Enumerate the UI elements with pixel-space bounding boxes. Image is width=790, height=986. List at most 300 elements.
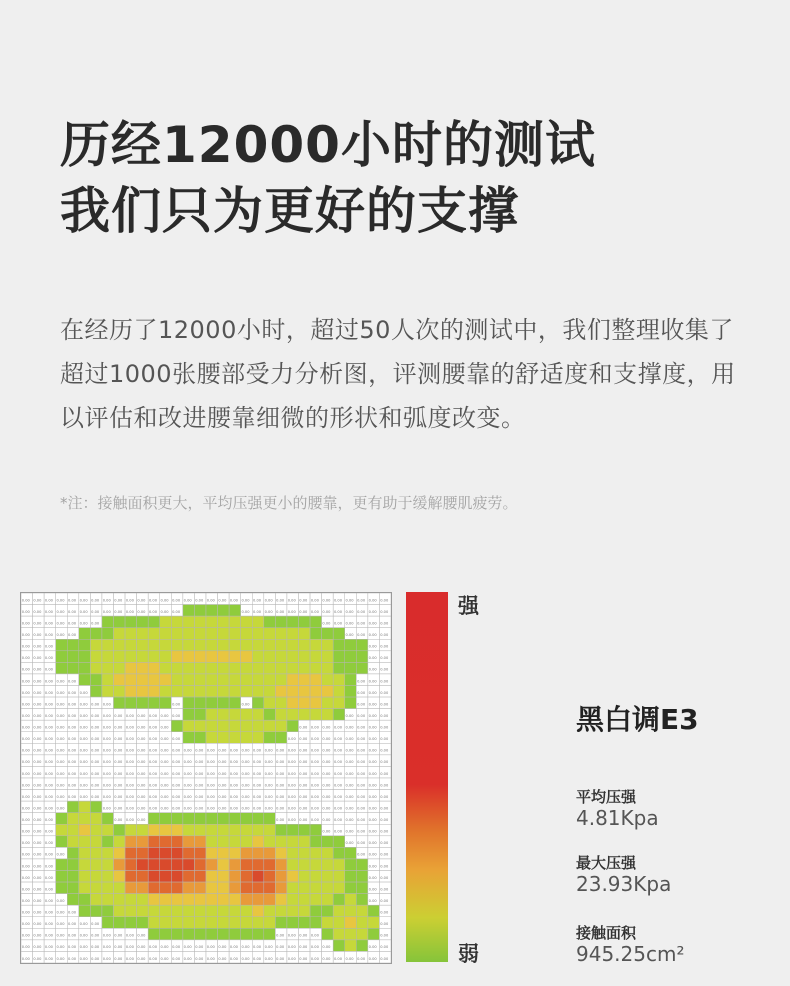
heatmap-cell-value: 0.00	[125, 783, 134, 788]
heatmap-cell	[333, 662, 345, 674]
heatmap-cell	[264, 674, 276, 686]
heatmap-cell-value: 0.00	[287, 783, 296, 788]
heatmap-cell	[148, 674, 160, 686]
heatmap-cell-value: 0.00	[287, 818, 296, 823]
heatmap-cell-value: 0.00	[357, 621, 366, 626]
heatmap-cell	[241, 824, 253, 836]
heatmap-cell-value: 0.00	[21, 609, 30, 614]
heatmap-cell-value: 0.00	[264, 783, 273, 788]
heatmap-cell-value: 0.00	[56, 621, 65, 626]
heatmap-cell	[194, 662, 206, 674]
heatmap-cell-value: 0.00	[333, 956, 343, 961]
heatmap-cell-value: 0.00	[206, 806, 215, 811]
heatmap-cell-value: 0.00	[21, 702, 30, 707]
heatmap-cell	[264, 859, 276, 871]
heatmap-cell-value: 0.00	[91, 783, 100, 788]
heatmap-cell-value: 0.00	[345, 621, 354, 626]
heatmap-cell-value: 0.00	[241, 748, 250, 753]
heatmap-cell	[137, 662, 149, 674]
heatmap-cell	[310, 917, 322, 929]
heatmap-cell	[299, 662, 311, 674]
heatmap-cell	[79, 801, 91, 813]
heatmap-cell	[275, 616, 287, 628]
heatmap-cell	[241, 732, 253, 744]
heatmap-cell	[206, 674, 218, 686]
heatmap-cell-value: 0.00	[380, 818, 389, 823]
heatmap-cell-value: 0.00	[172, 737, 181, 742]
heatmap-cell-value: 0.00	[172, 598, 181, 603]
heatmap-cell-value: 0.00	[322, 748, 331, 753]
heatmap-cell-value: 0.00	[357, 725, 366, 730]
heatmap-cell-value: 0.00	[380, 667, 389, 672]
heatmap-cell	[206, 824, 218, 836]
heatmap-cell	[79, 813, 91, 825]
heatmap-cell	[345, 847, 357, 859]
heatmap-cell-value: 0.00	[380, 737, 389, 742]
heatmap-cell-value: 0.00	[253, 609, 262, 614]
heatmap-cell	[125, 674, 137, 686]
heatmap-cell	[206, 836, 218, 848]
heatmap-cell	[345, 686, 357, 698]
pressure-heatmap-grid	[21, 593, 391, 963]
heatmap-cell-value: 0.00	[345, 818, 354, 823]
heatmap-cell	[241, 709, 253, 721]
heatmap-cell-value: 0.00	[380, 609, 389, 614]
heatmap-cell-value: 0.00	[79, 760, 88, 765]
heatmap-cell	[368, 928, 380, 940]
heatmap-cell-value: 0.00	[241, 956, 250, 961]
heatmap-cell	[333, 917, 345, 929]
heatmap-cell-value: 0.00	[322, 760, 331, 765]
heatmap-cell	[160, 616, 172, 628]
heatmap-cell	[206, 720, 218, 732]
heatmap-cell-value: 0.00	[183, 748, 192, 753]
heatmap-cell-value: 0.00	[68, 748, 77, 753]
heatmap-cell	[102, 639, 114, 651]
heatmap-cell	[345, 639, 357, 651]
heatmap-cell-value: 0.00	[68, 702, 77, 707]
heatmap-cell	[299, 709, 311, 721]
heatmap-cell	[241, 639, 253, 651]
scale-high-label: 强	[458, 594, 479, 618]
heatmap-cell-value: 0.00	[368, 818, 377, 823]
heatmap-cell	[275, 674, 287, 686]
heatmap-cell	[79, 836, 91, 848]
heatmap-cell-value: 0.00	[276, 783, 285, 788]
heatmap-cell-value: 0.00	[91, 713, 100, 718]
heatmap-cell	[322, 674, 334, 686]
heatmap-cell	[218, 686, 230, 698]
heatmap-cell	[299, 651, 311, 663]
heatmap-cell-value: 0.00	[206, 945, 215, 950]
heatmap-cell	[241, 651, 253, 663]
heatmap-cell-value: 0.00	[380, 945, 389, 950]
heatmap-cell	[310, 697, 322, 709]
heatmap-cell	[229, 824, 241, 836]
heatmap-cell-value: 0.00	[148, 748, 158, 753]
heatmap-cell-value: 0.00	[21, 633, 30, 638]
heatmap-cell	[345, 859, 357, 871]
heatmap-cell-value: 0.00	[33, 621, 42, 626]
heatmap-cell	[275, 662, 287, 674]
heatmap-cell-value: 0.00	[299, 609, 308, 614]
heatmap-cell	[194, 894, 206, 906]
heatmap-cell-value: 0.00	[33, 760, 42, 765]
heatmap-cell	[171, 651, 183, 663]
heatmap-cell-value: 0.00	[380, 887, 389, 892]
heatmap-cell-value: 0.00	[345, 760, 354, 765]
heatmap-cell-value: 0.00	[68, 956, 77, 961]
heatmap-cell-value: 0.00	[102, 725, 111, 730]
heatmap-cell-value: 0.00	[44, 956, 53, 961]
heatmap-cell	[90, 801, 102, 813]
heatmap-cell	[264, 824, 276, 836]
heatmap-cell-value: 0.00	[241, 598, 250, 603]
heatmap-cell	[287, 628, 299, 640]
heatmap-cell-value: 0.00	[380, 910, 389, 915]
heatmap-cell-value: 0.00	[33, 690, 42, 695]
heatmap-cell-value: 0.00	[310, 771, 319, 776]
heatmap-cell	[299, 697, 311, 709]
heatmap-cell	[345, 894, 357, 906]
heatmap-cell-value: 0.00	[44, 598, 53, 603]
heatmap-cell-value: 0.00	[33, 875, 42, 880]
heatmap-cell	[333, 882, 345, 894]
heatmap-cell-value: 0.00	[125, 609, 134, 614]
heatmap-cell	[333, 686, 345, 698]
heatmap-cell-value: 0.00	[68, 783, 77, 788]
heatmap-cell	[183, 871, 195, 883]
heatmap-cell	[206, 894, 218, 906]
heatmap-cell-value: 0.00	[299, 818, 308, 823]
heatmap-cell-value: 0.00	[357, 713, 366, 718]
heatmap-cell-value: 0.00	[357, 783, 366, 788]
heatmap-cell	[160, 686, 172, 698]
heatmap-cell	[345, 697, 357, 709]
heatmap-cell	[125, 651, 137, 663]
heatmap-cell	[356, 662, 368, 674]
heatmap-cell	[206, 732, 218, 744]
heatmap-cell-value: 0.00	[44, 702, 53, 707]
heatmap-cell-value: 0.00	[310, 794, 319, 799]
heatmap-cell-value: 0.00	[195, 598, 204, 603]
heatmap-cell-value: 0.00	[137, 806, 146, 811]
heatmap-cell	[137, 905, 149, 917]
heatmap-cell-value: 0.00	[276, 794, 285, 799]
heatmap-cell	[194, 720, 206, 732]
heatmap-cell-value: 0.00	[276, 609, 285, 614]
heatmap-cell	[356, 905, 368, 917]
heatmap-cell-value: 0.00	[33, 852, 42, 857]
heatmap-cell-value: 0.00	[368, 887, 377, 892]
heatmap-cell	[148, 824, 160, 836]
heatmap-cell	[264, 720, 276, 732]
heatmap-cell-value: 0.00	[33, 806, 42, 811]
heatmap-cell-value: 0.00	[56, 679, 65, 684]
heatmap-cell-value: 0.00	[21, 829, 30, 834]
heatmap-cell-value: 0.00	[264, 945, 273, 950]
heatmap-cell	[148, 928, 160, 940]
heatmap-cell	[241, 720, 253, 732]
heatmap-cell	[206, 928, 218, 940]
heatmap-cell	[310, 616, 322, 628]
heatmap-cell-value: 0.00	[56, 760, 65, 765]
heatmap-cell	[299, 674, 311, 686]
heatmap-cell-value: 0.00	[102, 771, 111, 776]
heatmap-cell-value: 0.00	[21, 852, 30, 857]
heatmap-cell	[160, 651, 172, 663]
heatmap-cell-value: 0.00	[44, 910, 53, 915]
heatmap-cell	[125, 686, 137, 698]
heatmap-cell-value: 0.00	[253, 748, 262, 753]
heatmap-cell	[252, 616, 264, 628]
heatmap-cell-value: 0.00	[56, 898, 65, 903]
heatmap-cell-value: 0.00	[333, 598, 343, 603]
heatmap-cell-value: 0.00	[322, 818, 331, 823]
heatmap-cell	[102, 847, 114, 859]
heatmap-cell-value: 0.00	[380, 702, 389, 707]
heatmap-cell	[264, 686, 276, 698]
heatmap-cell	[102, 628, 114, 640]
heatmap-cell	[322, 836, 334, 848]
heatmap-cell-value: 0.00	[229, 748, 238, 753]
heatmap-cell	[287, 720, 299, 732]
heatmap-cell	[171, 928, 183, 940]
heatmap-cell	[194, 917, 206, 929]
heatmap-cell	[160, 847, 172, 859]
heatmap-cell-value: 0.00	[33, 956, 42, 961]
heatmap-cell	[241, 616, 253, 628]
heatmap-cell	[264, 709, 276, 721]
heatmap-cell-value: 0.00	[345, 748, 354, 753]
heatmap-cell	[229, 882, 241, 894]
heatmap-cell	[299, 882, 311, 894]
heatmap-cell-value: 0.00	[160, 737, 169, 742]
heatmap-cell	[333, 697, 345, 709]
heatmap-cell	[56, 639, 68, 651]
heatmap-cell	[137, 894, 149, 906]
heatmap-cell-value: 0.00	[368, 875, 377, 880]
heatmap-cell-value: 0.00	[345, 713, 354, 718]
heatmap-cell-value: 0.00	[21, 621, 30, 626]
heatmap-cell	[194, 709, 206, 721]
heatmap-cell-value: 0.00	[322, 945, 331, 950]
heatmap-cell	[114, 616, 126, 628]
heatmap-cell-value: 0.00	[299, 956, 308, 961]
heatmap-cell-value: 0.00	[56, 910, 65, 915]
heatmap-cell	[102, 651, 114, 663]
heatmap-cell	[194, 651, 206, 663]
heatmap-cell	[183, 859, 195, 871]
heatmap-cell-value: 0.00	[287, 609, 296, 614]
heatmap-cell-value: 0.00	[380, 760, 389, 765]
heatmap-cell-value: 0.00	[333, 621, 343, 626]
heatmap-cell-value: 0.00	[21, 656, 30, 661]
heatmap-cell-value: 0.00	[380, 656, 389, 661]
heatmap-cell-value: 0.00	[241, 609, 250, 614]
heatmap-cell-value: 0.00	[56, 852, 65, 857]
heatmap-cell-value: 0.00	[21, 806, 30, 811]
heatmap-cell-value: 0.00	[357, 737, 366, 742]
heatmap-cell-value: 0.00	[253, 771, 262, 776]
heatmap-cell-value: 0.00	[91, 748, 100, 753]
heatmap-cell	[114, 639, 126, 651]
heatmap-cell-value: 0.00	[79, 922, 88, 927]
heatmap-cell-value: 0.00	[102, 598, 111, 603]
heatmap-cell	[252, 720, 264, 732]
heatmap-cell-value: 0.00	[91, 945, 100, 950]
heatmap-cell	[218, 616, 230, 628]
heatmap-cell	[171, 847, 183, 859]
heatmap-cell-value: 0.00	[114, 956, 123, 961]
heatmap-cell	[67, 836, 79, 848]
heatmap-cell	[310, 882, 322, 894]
heatmap-cell	[183, 662, 195, 674]
heatmap-cell	[310, 905, 322, 917]
heatmap-cell	[333, 940, 345, 952]
heatmap-cell	[194, 605, 206, 617]
heatmap-cell	[310, 847, 322, 859]
heatmap-cell	[194, 686, 206, 698]
heatmap-cell	[252, 824, 264, 836]
heatmap-cell-value: 0.00	[195, 945, 204, 950]
heatmap-cell-value: 0.00	[368, 852, 377, 857]
heatmap-cell-value: 0.00	[160, 806, 169, 811]
heatmap-cell	[218, 639, 230, 651]
heatmap-cell	[310, 859, 322, 871]
heatmap-cell-value: 0.00	[44, 887, 53, 892]
heatmap-cell-value: 0.00	[44, 609, 53, 614]
heatmap-cell	[160, 894, 172, 906]
heatmap-cell-value: 0.00	[322, 621, 331, 626]
heatmap-cell-value: 0.00	[56, 609, 65, 614]
heatmap-cell-value: 0.00	[148, 725, 158, 730]
heatmap-cell-value: 0.00	[368, 794, 377, 799]
heatmap-cell-value: 0.00	[264, 806, 273, 811]
heatmap-cell	[56, 871, 68, 883]
heatmap-cell-value: 0.00	[345, 829, 354, 834]
heatmap-cell-value: 0.00	[287, 748, 296, 753]
heatmap-cell	[345, 917, 357, 929]
heatmap-cell-value: 0.00	[137, 794, 146, 799]
heatmap-cell-value: 0.00	[21, 713, 30, 718]
heatmap-cell	[264, 697, 276, 709]
heatmap-cell-value: 0.00	[368, 771, 377, 776]
heatmap-cell-value: 0.00	[183, 956, 192, 961]
heatmap-cell-value: 0.00	[380, 679, 389, 684]
heatmap-cell-value: 0.00	[160, 945, 169, 950]
heatmap-cell	[287, 639, 299, 651]
heatmap-cell-value: 0.00	[33, 656, 42, 661]
heatmap-cell	[356, 894, 368, 906]
heatmap-cell	[356, 639, 368, 651]
heatmap-cell-value: 0.00	[33, 945, 42, 950]
heatmap-cell-value: 0.00	[102, 945, 111, 950]
heatmap-cell-value: 0.00	[68, 609, 77, 614]
heatmap-cell	[356, 871, 368, 883]
heatmap-cell-value: 0.00	[322, 737, 331, 742]
heatmap-cell	[90, 882, 102, 894]
heatmap-cell-value: 0.00	[322, 956, 331, 961]
heatmap-cell-value: 0.00	[345, 725, 354, 730]
heatmap-cell-value: 0.00	[345, 737, 354, 742]
heatmap-cell	[67, 859, 79, 871]
heatmap-cell	[252, 732, 264, 744]
heatmap-cell	[183, 605, 195, 617]
heatmap-cell-value: 0.00	[287, 794, 296, 799]
heatmap-cell	[275, 882, 287, 894]
heatmap-cell-value: 0.00	[33, 841, 42, 846]
heatmap-cell-value: 0.00	[357, 806, 366, 811]
heatmap-cell	[194, 882, 206, 894]
heatmap-cell	[345, 651, 357, 663]
heatmap-cell	[287, 824, 299, 836]
heatmap-cell-value: 0.00	[195, 771, 204, 776]
max-pressure-label: 最大压强	[576, 854, 637, 872]
heatmap-cell-value: 0.00	[44, 852, 53, 857]
heatmap-cell	[229, 639, 241, 651]
heatmap-cell-value: 0.00	[345, 806, 354, 811]
heatmap-cell	[252, 928, 264, 940]
heatmap-cell	[183, 836, 195, 848]
heatmap-cell	[171, 836, 183, 848]
heatmap-cell	[183, 709, 195, 721]
heatmap-cell	[322, 905, 334, 917]
heatmap-cell	[194, 824, 206, 836]
heatmap-cell-value: 0.00	[33, 598, 42, 603]
heatmap-cell-value: 0.00	[148, 956, 158, 961]
heatmap-cell	[299, 871, 311, 883]
heatmap-cell-value: 0.00	[91, 609, 100, 614]
heatmap-cell-value: 0.00	[299, 725, 308, 730]
heatmap-cell-value: 0.00	[380, 956, 389, 961]
heatmap-cell-value: 0.00	[44, 679, 53, 684]
heatmap-cell	[287, 859, 299, 871]
heatmap-cell	[148, 836, 160, 848]
heatmap-cell-value: 0.00	[21, 667, 30, 672]
heatmap-cell-value: 0.00	[56, 945, 65, 950]
heatmap-cell-value: 0.00	[125, 806, 134, 811]
heatmap-cell-value: 0.00	[287, 956, 296, 961]
heatmap-cell	[333, 859, 345, 871]
heatmap-cell-value: 0.00	[322, 725, 331, 730]
heatmap-cell	[322, 628, 334, 640]
heatmap-cell	[218, 882, 230, 894]
heatmap-cell-value: 0.00	[137, 598, 146, 603]
heatmap-cell-value: 0.00	[264, 748, 273, 753]
heatmap-cell-value: 0.00	[276, 771, 285, 776]
heatmap-cell-value: 0.00	[160, 598, 169, 603]
heatmap-cell	[171, 824, 183, 836]
heatmap-cell	[148, 905, 160, 917]
heatmap-cell-value: 0.00	[218, 794, 227, 799]
heatmap-cell	[114, 894, 126, 906]
heatmap-cell-value: 0.00	[91, 794, 100, 799]
heatmap-cell	[345, 882, 357, 894]
heatmap-cell	[148, 894, 160, 906]
heatmap-cell-value: 0.00	[79, 956, 88, 961]
heatmap-cell	[160, 917, 172, 929]
heatmap-cell-value: 0.00	[299, 794, 308, 799]
heatmap-cell-value: 0.00	[91, 737, 100, 742]
heatmap-cell	[310, 871, 322, 883]
heatmap-cell-value: 0.00	[287, 933, 296, 938]
heatmap-cell	[264, 894, 276, 906]
heatmap-cell-value: 0.00	[253, 598, 262, 603]
heatmap-cell	[275, 859, 287, 871]
heatmap-cell-value: 0.00	[368, 621, 377, 626]
heatmap-cell	[125, 639, 137, 651]
